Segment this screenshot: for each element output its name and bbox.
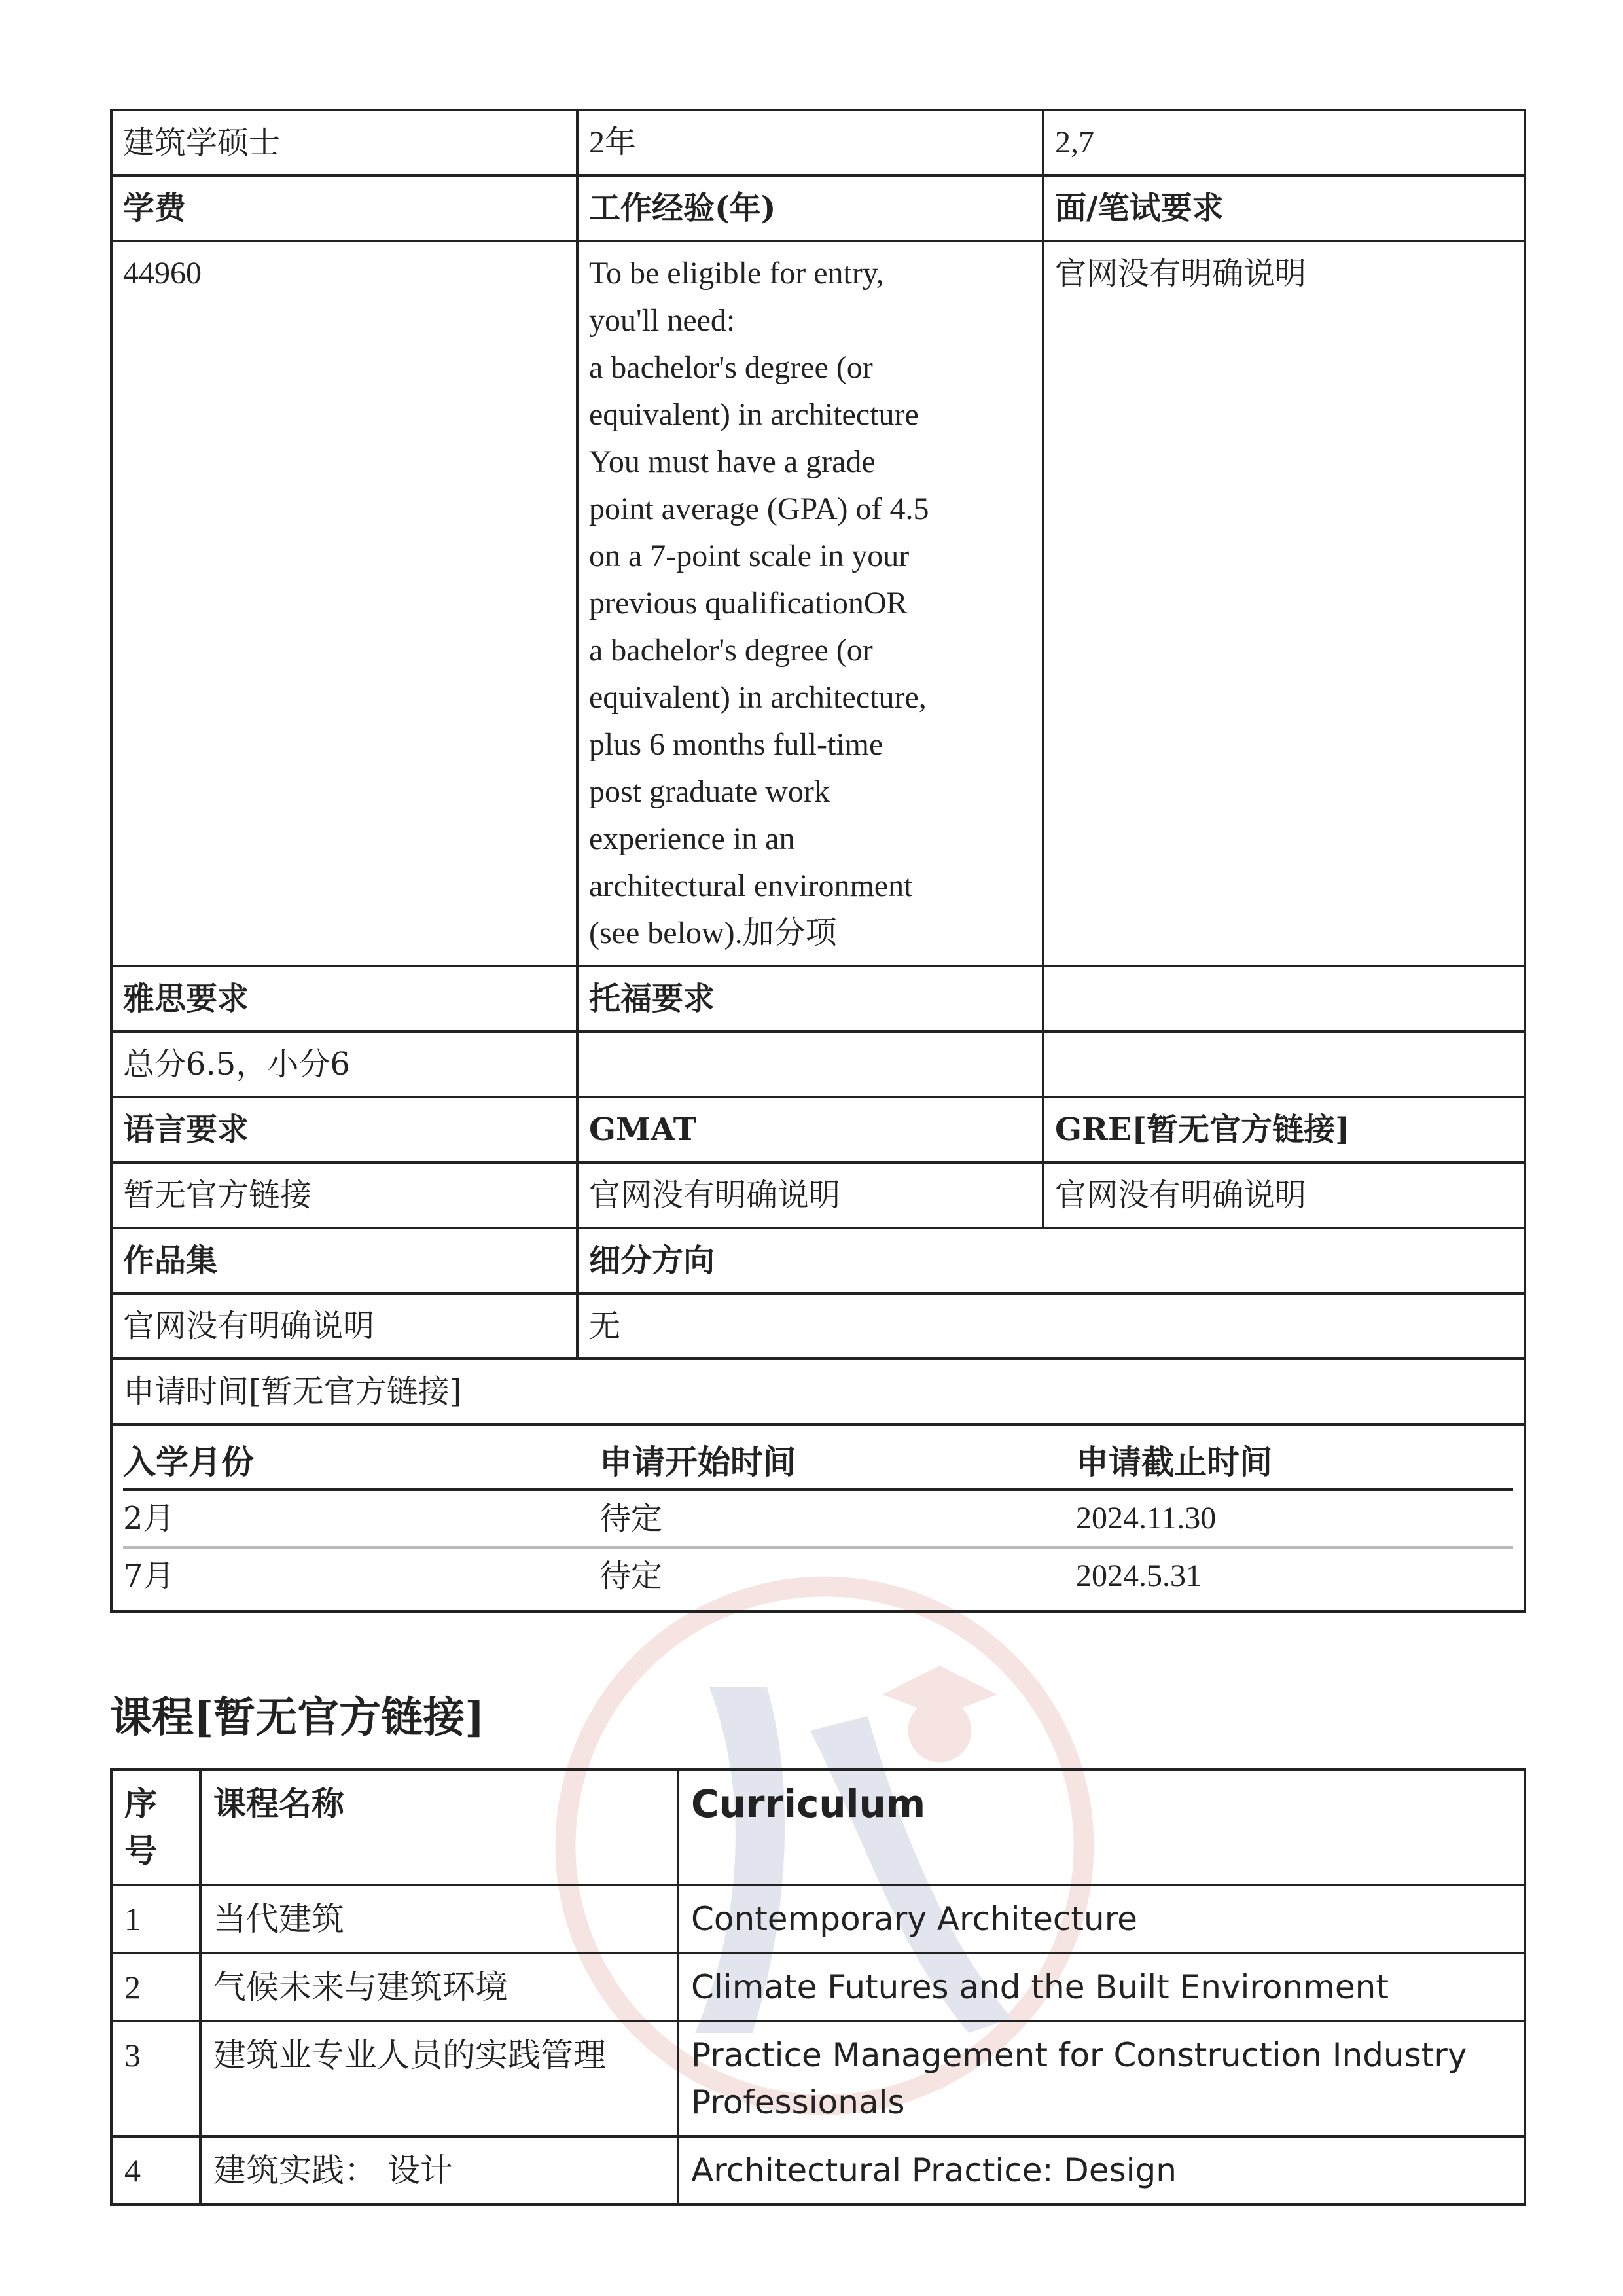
intake-month-header: 入学月份 xyxy=(123,1436,599,1491)
work-exp-line: a bachelor's degree (or xyxy=(589,350,873,385)
apply-deadline: 2024.5.31 xyxy=(1076,1558,1202,1593)
application-row xyxy=(123,1491,1513,1549)
ielts-label: 雅思要求 xyxy=(111,966,577,1031)
work-exp-line: equivalent) in architecture xyxy=(589,397,919,432)
table-row xyxy=(111,1424,1525,1611)
interview-value: 官网没有明确说明 xyxy=(1043,241,1525,966)
work-exp-line: on a 7-point scale in your xyxy=(589,539,910,573)
index-header-line: 号 xyxy=(124,1831,157,1870)
work-exp-line: equivalent) in architecture, xyxy=(589,680,927,715)
courses-table xyxy=(110,1768,1526,2206)
table-row xyxy=(111,241,1525,966)
course-curriculum: Contemporary Architecture xyxy=(678,1885,1525,1953)
fee-label: 学费 xyxy=(111,175,577,241)
application-header-row xyxy=(123,1436,1513,1491)
gmat-label: GMAT xyxy=(577,1097,1043,1162)
table-row xyxy=(111,2021,1525,2136)
interview-label: 面/笔试要求 xyxy=(1043,175,1525,241)
degree-cell: 建筑学硕士 xyxy=(111,110,577,175)
ielts-value: 总分6.5，小分6 xyxy=(111,1031,577,1097)
application-row xyxy=(123,1549,1513,1604)
index-header xyxy=(111,1770,200,1885)
language-label: 语言要求 xyxy=(111,1097,577,1162)
table-row xyxy=(111,1162,1525,1228)
table-row xyxy=(111,1031,1525,1097)
specialization-label: 细分方向 xyxy=(577,1228,1525,1293)
table-row xyxy=(111,175,1525,241)
apply-deadline-header: 申请截止时间 xyxy=(1076,1436,1513,1491)
table-row xyxy=(111,110,1525,175)
program-info-table xyxy=(110,109,1526,1613)
courses-section-title: 课程[暂无官方链接] xyxy=(110,1693,485,1742)
intake-month: 7月 xyxy=(123,1558,175,1594)
work-exp-line: plus 6 months full-time xyxy=(589,727,883,762)
fee-value: 44960 xyxy=(111,241,577,966)
table-row xyxy=(111,1228,1525,1293)
gre-label: GRE[暂无官方链接] xyxy=(1043,1097,1525,1162)
course-index: 1 xyxy=(111,1885,200,1953)
course-name-header: 课程名称 xyxy=(200,1770,678,1885)
table-row xyxy=(111,1359,1525,1424)
course-index: 2 xyxy=(111,1953,200,2021)
intake-cell: 2,7 xyxy=(1043,110,1525,175)
portfolio-value: 官网没有明确说明 xyxy=(111,1293,577,1359)
course-name: 气候未来与建筑环境 xyxy=(200,1953,678,2021)
intake-month: 2月 xyxy=(123,1491,599,1549)
work-exp-label: 工作经验(年) xyxy=(577,175,1043,241)
table-row xyxy=(111,966,1525,1031)
course-curriculum: Practice Management for Construction Industry Professionals xyxy=(678,2021,1525,2136)
work-exp-line: architectural environment xyxy=(589,869,913,903)
course-curriculum: Architectural Practice: Design xyxy=(678,2136,1525,2204)
curriculum-header: Curriculum xyxy=(678,1770,1525,1885)
empty-cell xyxy=(1043,966,1525,1031)
application-time-label: 申请时间[暂无官方链接] xyxy=(111,1359,1525,1424)
apply-start: 待定 xyxy=(599,1491,1076,1549)
work-exp-line: a bachelor's degree (or xyxy=(589,633,873,668)
empty-cell xyxy=(1043,1031,1525,1097)
toefl-label: 托福要求 xyxy=(577,966,1043,1031)
work-exp-line: To be eligible for entry, xyxy=(589,256,884,291)
duration-cell: 2年 xyxy=(577,110,1043,175)
course-name: 建筑实践： 设计 xyxy=(200,2136,678,2204)
application-schedule xyxy=(111,1424,1525,1611)
work-exp-line: post graduate work xyxy=(589,774,830,809)
language-value: 暂无官方链接 xyxy=(111,1162,577,1228)
work-exp-line: (see below).加分项 xyxy=(589,916,837,950)
table-row xyxy=(111,1097,1525,1162)
gre-value: 官网没有明确说明 xyxy=(1043,1162,1525,1228)
table-row xyxy=(111,1293,1525,1359)
work-exp-line: You must have a grade xyxy=(589,444,876,479)
apply-start-header: 申请开始时间 xyxy=(599,1436,1076,1491)
work-exp-line: previous qualificationOR xyxy=(589,586,908,620)
work-exp-line: you'll need: xyxy=(589,303,736,338)
table-row xyxy=(111,2136,1525,2204)
work-exp-value xyxy=(577,241,1043,966)
toefl-value xyxy=(577,1031,1043,1097)
course-index: 4 xyxy=(111,2136,200,2204)
apply-deadline: 2024.11.30 xyxy=(1076,1491,1513,1549)
specialization-value: 无 xyxy=(577,1293,1525,1359)
gmat-value: 官网没有明确说明 xyxy=(577,1162,1043,1228)
work-exp-line: point average (GPA) of 4.5 xyxy=(589,492,929,526)
table-header-row xyxy=(111,1770,1525,1885)
course-index: 3 xyxy=(111,2021,200,2136)
apply-start: 待定 xyxy=(599,1558,663,1594)
table-row xyxy=(111,1885,1525,1953)
index-header-line: 序 xyxy=(124,1784,157,1823)
course-name: 当代建筑 xyxy=(200,1885,678,1953)
portfolio-label: 作品集 xyxy=(111,1228,577,1293)
course-name: 建筑业专业人员的实践管理 xyxy=(200,2021,678,2136)
work-exp-line: experience in an xyxy=(589,821,795,856)
course-curriculum: Climate Futures and the Built Environment xyxy=(678,1953,1525,2021)
table-row xyxy=(111,1953,1525,2021)
